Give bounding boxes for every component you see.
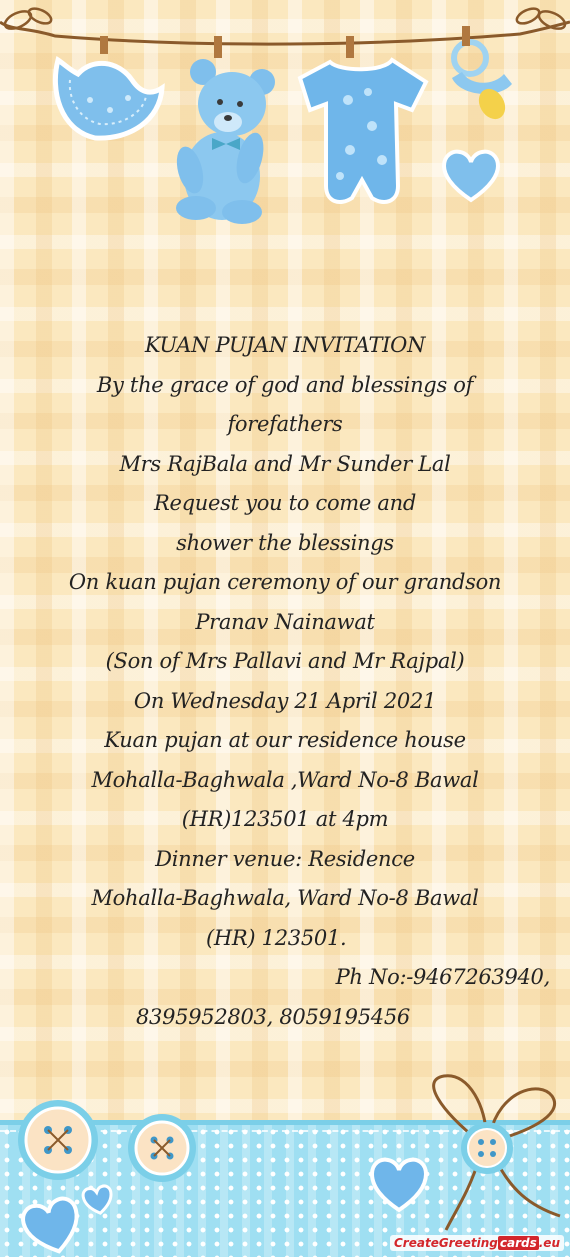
- phone-line: 8395952803, 8059195456: [136, 1004, 410, 1029]
- heart-icon: [444, 152, 498, 200]
- bottom-decorations: [0, 1070, 570, 1257]
- parents-line: (Son of Mrs Pallavi and Mr Rajpal): [105, 649, 465, 673]
- dinner-venue-line: Dinner venue: Residence: [155, 846, 415, 871]
- message-line: By the grace of god and blessings of: [96, 372, 474, 397]
- peg-icon: [100, 36, 108, 54]
- left-bow-icon: [2, 5, 53, 32]
- button-icon: [461, 1122, 513, 1174]
- time-line: (HR)123501 at 4pm: [181, 807, 389, 831]
- teddy-bear-icon: [172, 59, 275, 224]
- child-name: Pranav Nainawat: [195, 609, 375, 634]
- button-icon: [128, 1114, 196, 1182]
- hosts-line: Mrs RajBala and Mr Sunder Lal: [119, 451, 451, 476]
- message-line: forefathers: [227, 412, 343, 436]
- phone-line: Ph No:-9467263940,: [335, 965, 550, 989]
- address-line: Mohalla-Baghwala ,Ward No-8 Bawal: [91, 767, 479, 792]
- pacifier-icon: [452, 42, 512, 124]
- invitation-message: [20, 326, 550, 1037]
- watermark-suffix: .eu: [538, 1236, 560, 1250]
- date-line: On Wednesday 21 April 2021: [133, 688, 437, 713]
- message-line: On kuan pujan ceremony of our grandson: [68, 570, 502, 594]
- onesie-icon: [300, 60, 426, 202]
- peg-icon: [346, 36, 354, 58]
- clothesline-illustration: [0, 0, 570, 240]
- pincode-line: (HR) 123501.: [206, 925, 347, 950]
- site-watermark[interactable]: [390, 1235, 564, 1251]
- peg-icon: [214, 36, 222, 58]
- invitation-title: KUAN PUJAN INVITATION: [144, 333, 426, 357]
- heart-icon: [82, 1185, 114, 1216]
- watermark-highlight: cards: [499, 1236, 537, 1250]
- venue-line: Kuan pujan at our residence house: [104, 728, 466, 752]
- message-line: shower the blessings: [176, 530, 394, 555]
- clothesline-rope: [0, 22, 570, 44]
- peg-icon: [462, 26, 470, 46]
- heart-icon: [20, 1196, 85, 1257]
- watermark-prefix: CreateGreeting: [394, 1236, 498, 1250]
- bib-icon: [55, 60, 162, 138]
- heart-icon: [372, 1160, 426, 1210]
- button-icon: [18, 1100, 98, 1180]
- message-line: Request you to come and: [154, 491, 416, 515]
- address-line: Mohalla-Baghwala, Ward No-8 Bawal: [91, 886, 479, 910]
